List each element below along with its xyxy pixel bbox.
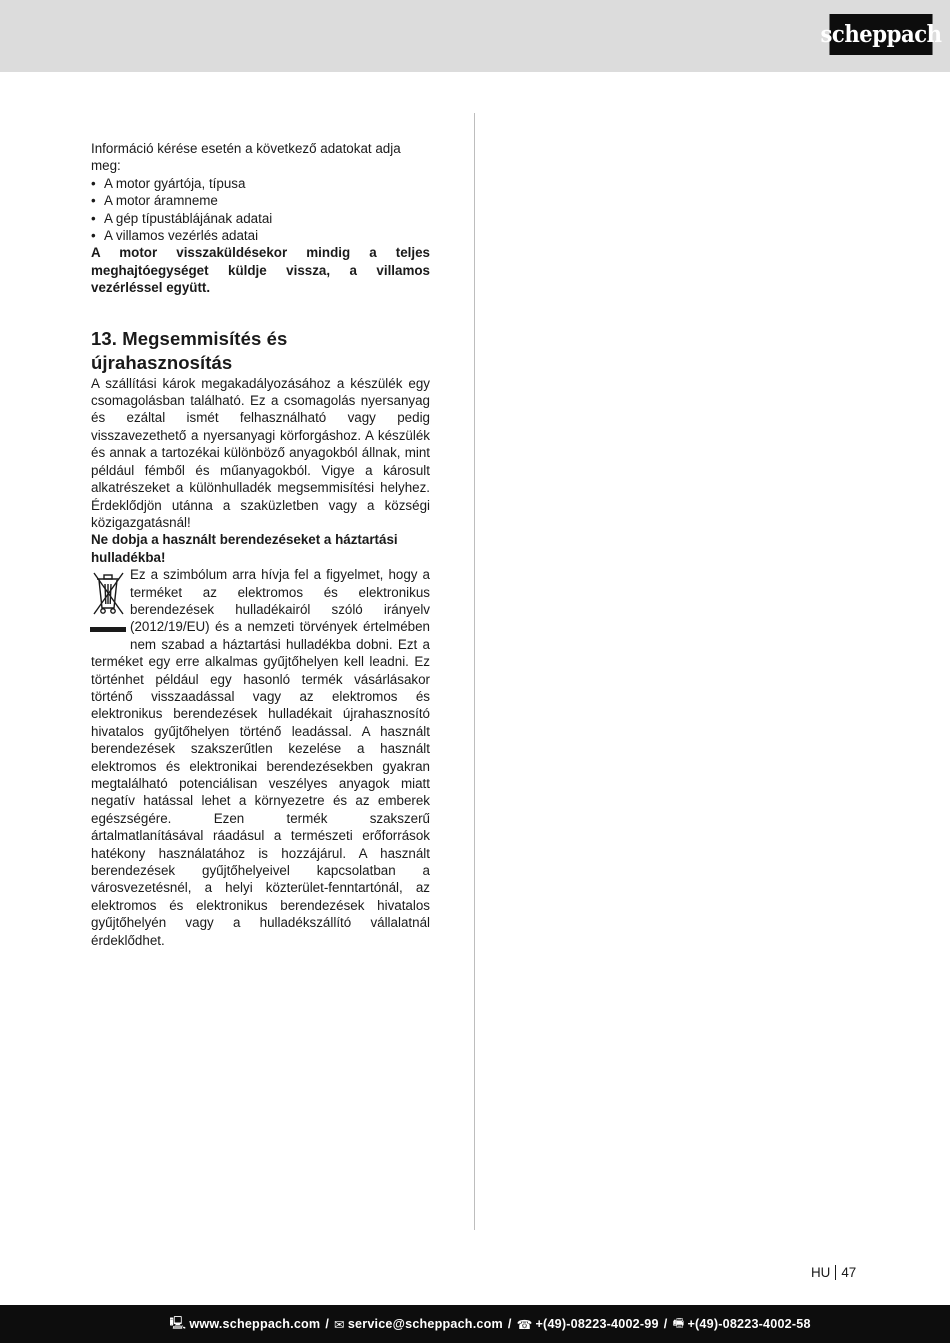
language-code: HU	[811, 1265, 831, 1280]
footer-separator: /	[663, 1317, 668, 1331]
phone-icon: ☎	[516, 1317, 533, 1332]
crossed-bin-icon	[90, 568, 126, 638]
list-item-text: A villamos vezérlés adatai	[104, 228, 259, 244]
warning-title: Ne dobja a használt berendezéseket a háztartási hulladékba!	[91, 532, 398, 565]
footer-separator: /	[507, 1317, 512, 1331]
bullet-icon: •	[91, 210, 96, 226]
footer-fax: +(49)-08223-4002-58	[687, 1317, 811, 1331]
bullet-icon: •	[91, 228, 96, 244]
list-item-text: A motor áramneme	[104, 193, 218, 209]
computer-icon: 🖳	[169, 1315, 187, 1330]
motor-return-note: A motor visszaküldésekor mindig a teljes meghajtóegységet küldje vissza, a villamos vezérléssel együtt.	[91, 245, 430, 296]
list-item-text: A gép típustáblájának adatai	[104, 210, 273, 226]
weee-text: Ez a szimbólum arra hívja fel a figyelmet, hogy a terméket az elektromos és elektronikus berendezések hulladékairól szóló irányelv (2012/19/EU) és a nemzeti törvények értelmében nem szabad a háztartási hulladékba dobni. Ezt a terméket egy erre alkalmas gyűjtőhelyen kell leadni. Ez történhet például egy hasonló termék vásárlásakor történő visszaadással vagy az elektromos és elektronikus berendezések hulladékait újrahasznosító hivatalos gyűjtőhelyen történő leadással. A használt berendezések szakszerűtlen kezelése a használt elektromos és elektronikai berendezésekben gyakran megtalálható potenciálisan veszélyes anyagok miatt negatív hatással lehet a környezetre és az emberek egészségére. Ezen termék szakszerű ártalmatlanításával ráadásul a természeti erőforrások hatékony használatához is hozzájárul. A használt berendezések gyűjtőhelyeivel kapcsolatban a városvezetésnél, a helyi közterület-fenntartónál, az elektromos és elektronikus berendezések hivatalos gyűjtőhelyén vagy a hulladékszállító vállalatnál érdeklődhet.	[91, 567, 430, 948]
list-item	[91, 210, 430, 227]
bullet-icon: •	[91, 193, 96, 209]
page-number-separator	[835, 1265, 836, 1280]
intro-lead: Információ kérése esetén a következő adatokat adja meg:	[91, 141, 401, 174]
footer-email[interactable]: service@scheppach.com	[347, 1317, 503, 1331]
brand-name: scheppach	[820, 21, 942, 48]
page-number-value: 47	[841, 1265, 857, 1280]
list-item-text: A motor gyártója, típusa	[104, 175, 246, 191]
list-item	[91, 192, 430, 209]
footer-bar	[0, 1305, 950, 1343]
section-title: 13. Megsemmisítés és újrahasznosítás	[91, 327, 288, 373]
scheppach-logo	[820, 14, 942, 55]
mail-icon: ✉	[334, 1317, 345, 1332]
page-number	[811, 1265, 856, 1280]
fax-icon: 🖷	[672, 1315, 685, 1330]
footer-separator: /	[325, 1317, 330, 1331]
list-item	[91, 227, 430, 244]
disposal-paragraph: A szállítási károk megakadályozásához a készülék egy csomagolásban található. Ez a csomagolás nyersanyag és ezáltal ismét felhasználható vagy pedig visszavezethető a nyersanyagi körforgáshoz. A készülék és annak a tartozékai különböző anyagokból állnak, mint például fémből és műanyagokból. Vigye a károsult alkatrészeket a különhulladék megsemmisítési helyhez. Érdeklődjön utánna a szaküzletben vagy a községi közigazgatásnál!	[91, 375, 430, 530]
footer-phone: +(49)-08223-4002-99	[535, 1317, 659, 1331]
list-item	[91, 175, 430, 192]
header-band	[0, 0, 950, 72]
bullet-icon: •	[91, 175, 96, 191]
footer-website[interactable]: www.scheppach.com	[189, 1317, 321, 1331]
left-column	[91, 140, 430, 949]
column-divider	[474, 113, 475, 1230]
motor-info-list	[91, 175, 430, 245]
weee-block	[91, 566, 430, 949]
